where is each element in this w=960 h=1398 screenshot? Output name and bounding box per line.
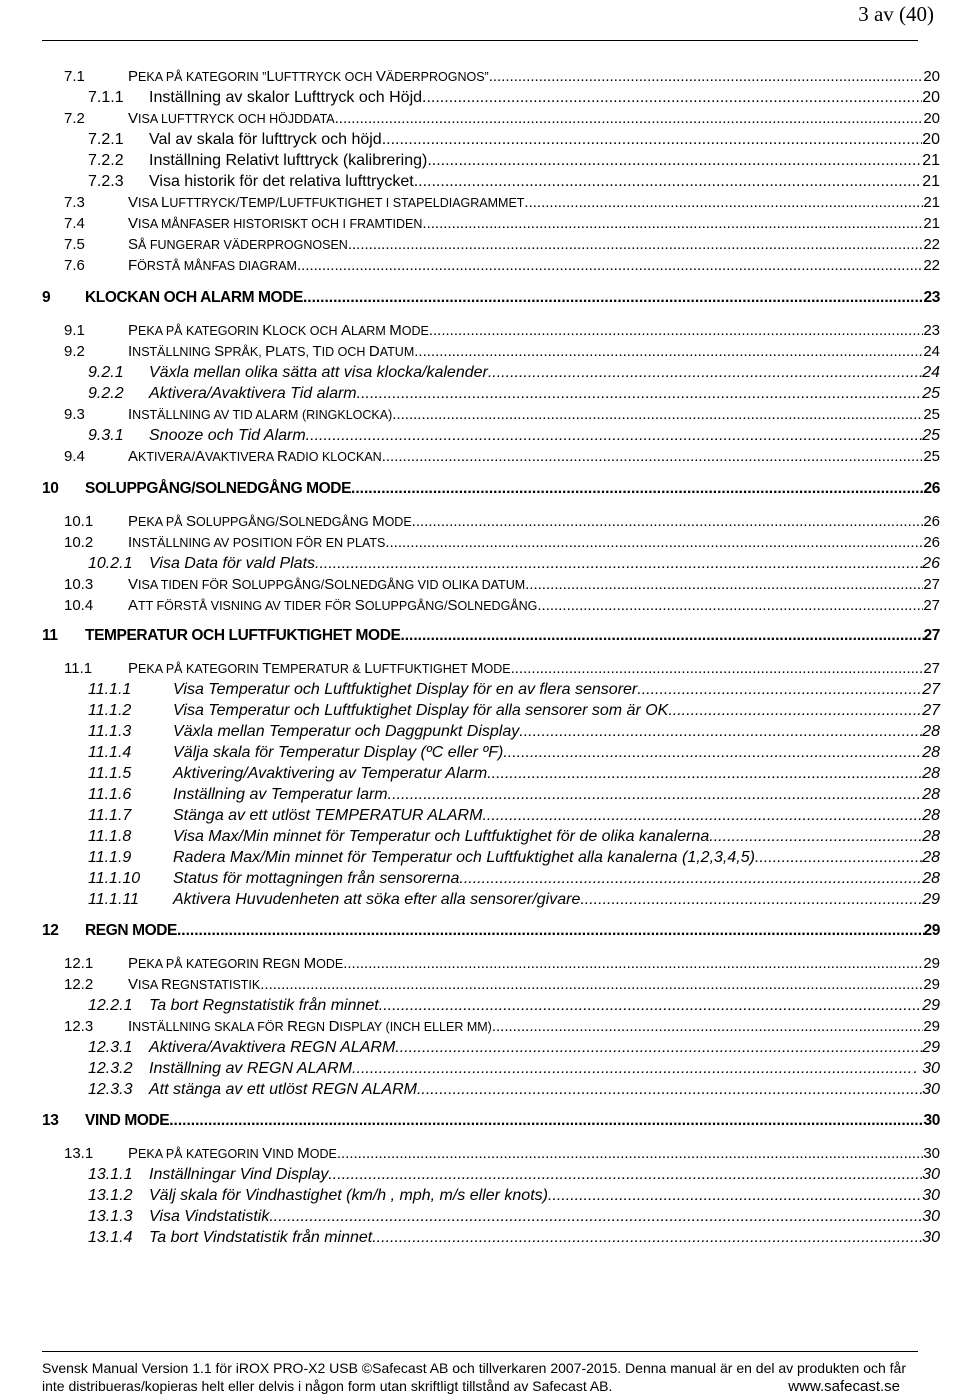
- toc-entry[interactable]: [42, 922, 940, 943]
- toc-entry-title: Aktivera Huvudenheten att söka efter alla sensorer/givare: [173, 891, 581, 908]
- toc-entry-page: 23: [923, 289, 940, 306]
- toc-entry-title: SÅ FUNGERAR VÄDERPROGNOSEN: [128, 236, 348, 253]
- toc-entry-number: 7.2.1: [88, 131, 124, 148]
- toc-entry-number: 12.3: [64, 1018, 94, 1035]
- toc-entry-title: Inställningar Vind Display: [149, 1166, 329, 1183]
- toc-entry-page: 28: [922, 786, 940, 803]
- toc-leader-dots: [427, 152, 922, 170]
- toc-entry-page: 27: [923, 576, 940, 593]
- toc-entry[interactable]: [88, 131, 940, 152]
- toc-entry-title: Välj skala för Vindhastighet (km/h , mph, m/s eller knots): [149, 1187, 548, 1204]
- toc-entry-number: 10.4: [64, 597, 94, 614]
- toc-entry-page: 25: [922, 385, 940, 402]
- toc-entry-title: VISA MÅNFASER HISTORISKT OCH I FRAMTIDEN: [128, 215, 423, 232]
- toc-entry-page: 30: [922, 1229, 940, 1246]
- toc-entry-title: PEKA PÅ KATEGORIN VIND MODE: [128, 1145, 337, 1162]
- toc-entry-page: 25: [922, 427, 940, 444]
- toc-entry[interactable]: [88, 1060, 940, 1081]
- toc-leader-dots: [487, 765, 922, 783]
- toc-leader-dots: [169, 1112, 923, 1130]
- toc-entry-number: 11.1.6: [88, 786, 132, 803]
- toc-entry-title: Visa Temperatur och Luftfuktighet Display för alla sensorer som är OK: [173, 702, 669, 719]
- toc-leader-dots: [412, 513, 924, 530]
- toc-entry[interactable]: [88, 1229, 940, 1250]
- toc-entry-page: 29: [923, 976, 940, 993]
- toc-entry-title: PEKA PÅ KATEGORIN TEMPERATUR & LUFTFUKTIGHET MODE: [128, 660, 511, 677]
- toc-entry-number: 12.3.1: [88, 1039, 133, 1056]
- toc-leader-dots: [337, 1145, 924, 1162]
- toc-entry-title: AKTIVERA/AVAKTIVERA RADIO KLOCKAN: [128, 448, 382, 465]
- toc-entry-title: INSTÄLLNING SPRÅK, PLATS, TID OCH DATUM: [128, 343, 415, 360]
- toc-entry[interactable]: [88, 786, 940, 807]
- toc-entry-number: 11.1.3: [88, 723, 132, 740]
- toc-entry-page: 29: [923, 922, 940, 939]
- toc-entry[interactable]: [64, 597, 940, 618]
- toc-entry-title: TEMPERATUR OCH LUFTFUKTIGHET MODE: [85, 627, 401, 644]
- toc-entry-title: Inställning av Temperatur larm: [173, 786, 388, 803]
- toc-entry-number: 10.2: [64, 534, 94, 551]
- toc-entry-title: Radera Max/Min minnet för Temperatur och Luftfuktighet alla kanalerna (1,2,3,4,5).: [173, 849, 760, 866]
- toc-entry[interactable]: [42, 289, 940, 310]
- toc-leader-dots: [352, 1060, 913, 1078]
- toc-leader-dots: [372, 1229, 922, 1247]
- toc-entry-number: 13.1.1: [88, 1166, 133, 1183]
- toc-leader-dots: [379, 997, 922, 1015]
- toc-leader-dots: [422, 89, 922, 107]
- toc-entry-number: 7.5: [64, 236, 85, 253]
- toc-entry-title: Visa historik för det relativa lufttrycket: [149, 173, 414, 190]
- toc-entry[interactable]: [88, 807, 940, 828]
- toc-entry-number: 7.4: [64, 215, 85, 232]
- toc-leader-dots: [511, 660, 924, 677]
- toc-entry-page: 29: [922, 891, 940, 908]
- toc-entry-title: Visa Temperatur och Luftfuktighet Display för en av flera sensorer: [173, 681, 638, 698]
- toc-leader-dots: [348, 236, 923, 253]
- toc-leader-dots: [303, 289, 924, 307]
- toc-entry-page: 24: [922, 364, 940, 381]
- toc-entry-page: 29: [922, 1039, 940, 1056]
- toc-entry-page: 21: [923, 215, 940, 232]
- toc-entry-page: 28: [922, 828, 940, 845]
- toc-entry-number: 12.2: [64, 976, 94, 993]
- footer-notice: [42, 1378, 940, 1395]
- toc-entry-title: PEKA PÅ KATEGORIN KLOCK OCH ALARM MODE: [128, 322, 429, 339]
- toc-entry-title: Växla mellan Temperatur och Daggpunkt Display: [173, 723, 520, 740]
- toc-entry-number: 13: [42, 1112, 59, 1129]
- toc-entry-page: 27: [923, 660, 940, 677]
- toc-entry-page: 25: [923, 406, 940, 423]
- toc-entry-page: 21: [922, 173, 940, 190]
- toc-entry-page: 30: [922, 1166, 940, 1183]
- toc-entry-number: 7.1.1: [88, 89, 124, 106]
- toc-entry[interactable]: [64, 343, 940, 364]
- toc-entry-page: 27: [923, 597, 940, 614]
- toc-entry-number: 13.1.2: [88, 1187, 133, 1204]
- toc-entry-page: 26: [923, 534, 940, 551]
- toc-leader-dots: [503, 744, 922, 762]
- toc-entry-number: 11.1: [64, 660, 93, 677]
- toc-entry[interactable]: [88, 89, 940, 110]
- page-number: 3 av (40): [858, 2, 934, 26]
- toc-entry-page: 20: [922, 131, 940, 148]
- toc-entry[interactable]: [88, 427, 940, 448]
- toc-entry-page: 30: [922, 1081, 940, 1098]
- toc-entry-title: Aktivera/Avaktivera REGN ALARM: [149, 1039, 396, 1056]
- toc-entry-title: PEKA PÅ KATEGORIN ”LUFTTRYCK OCH VÄDERPROGNOS”: [128, 68, 489, 85]
- toc-leader-dots: [351, 480, 924, 498]
- toc-entry[interactable]: [64, 1018, 940, 1039]
- toc-entry-number: 11.1.9: [88, 849, 132, 866]
- toc-leader-dots: [524, 194, 923, 211]
- toc-entry[interactable]: [88, 1208, 940, 1229]
- toc-leader-dots: [392, 406, 923, 423]
- toc-entry-title: REGN MODE: [85, 922, 177, 939]
- toc-leader-dots: [260, 976, 923, 993]
- toc-entry-page: 26: [923, 513, 940, 530]
- toc-leader-dots: [482, 807, 922, 825]
- toc-entry-number: 13.1.3: [88, 1208, 133, 1225]
- toc-leader-dots: [328, 1166, 922, 1184]
- toc-entry-title: Visa Data för vald Plats: [149, 555, 316, 572]
- toc-entry-number: 9.4: [64, 448, 85, 465]
- toc-entry-page: 30: [922, 1187, 940, 1204]
- toc-leader-dots: [580, 891, 922, 909]
- toc-entry[interactable]: [64, 448, 940, 469]
- toc-leader-dots: [422, 215, 923, 232]
- toc-entry-page: 28: [922, 870, 940, 887]
- footer-copyright: Svensk Manual Version 1.1 för iROX PRO-X2 USB ©Safecast AB och tillverkaren 2007-2015. Denna manual är en del av produkten och får: [42, 1360, 907, 1376]
- toc-entry-title: Ta bort Regnstatistik från minnet: [149, 997, 379, 1014]
- toc-leader-dots: [414, 173, 923, 191]
- toc-entry-title: Inställning av skalor Lufttryck och Höjd: [149, 89, 423, 106]
- toc-entry-number: 12.3.3: [88, 1081, 133, 1098]
- toc-entry[interactable]: [64, 976, 940, 997]
- toc-entry-page: 30: [923, 1145, 940, 1162]
- toc-entry[interactable]: [88, 1081, 940, 1102]
- toc-leader-dots: [492, 1018, 923, 1035]
- toc-entry[interactable]: [88, 891, 940, 912]
- toc-entry-number: 9.1: [64, 322, 85, 339]
- toc-entry[interactable]: [88, 173, 940, 194]
- toc-entry-title: FÖRSTÅ MÅNFAS DIAGRAM: [128, 257, 297, 274]
- toc-entry-title: Att stänga av ett utlöst REGN ALARM: [149, 1081, 417, 1098]
- toc-entry-page: 29: [923, 955, 940, 972]
- toc-entry-number: 11.1.10: [88, 870, 141, 887]
- toc-entry-number: 10: [42, 480, 59, 497]
- toc-entry-number: 9.2.2: [88, 385, 124, 402]
- toc-entry[interactable]: [88, 849, 940, 870]
- toc-entry-page: 26: [922, 555, 940, 572]
- toc-leader-dots: [382, 448, 924, 465]
- toc-leader-dots: [385, 534, 923, 551]
- toc-entry-title: Stänga av ett utlöst TEMPERATUR ALARM: [173, 807, 483, 824]
- toc-leader-dots: [548, 1187, 922, 1205]
- toc-entry-page: 25: [923, 448, 940, 465]
- toc-entry[interactable]: [64, 257, 940, 278]
- toc-leader-dots: [306, 427, 923, 445]
- toc-leader-dots: [414, 343, 923, 360]
- toc-entry-title: KLOCKAN OCH ALARM MODE: [85, 289, 303, 306]
- toc-entry-page: 29: [923, 1018, 940, 1035]
- toc-entry[interactable]: [88, 744, 940, 765]
- toc-entry-title: ATT FÖRSTÅ VISNING AV TIDER FÖR SOLUPPGÅNG/SOLNEDGÅNG: [128, 597, 538, 614]
- toc-leader-dots: [537, 597, 923, 614]
- toc-leader-dots: [382, 131, 923, 149]
- footer-distribution-text: inte distribueras/kopieras helt eller delvis i någon form utan skriftligt tillstånd av Safecast AB.: [42, 1378, 613, 1394]
- toc-leader-dots: [335, 110, 924, 127]
- toc-entry[interactable]: [64, 194, 940, 215]
- toc-entry-number: 11.1.5: [88, 765, 132, 782]
- toc-entry-page: 28: [922, 744, 940, 761]
- toc-entry-page: 21: [922, 152, 940, 169]
- toc-entry-title: Status för mottagningen från sensorerna: [173, 870, 460, 887]
- toc-entry-title: PEKA PÅ SOLUPPGÅNG/SOLNEDGÅNG MODE: [128, 513, 412, 530]
- toc-entry-number: 11.1.11: [88, 891, 140, 908]
- toc-leader-dots: [297, 257, 923, 274]
- toc-leader-dots: [489, 68, 924, 85]
- toc-entry[interactable]: [64, 576, 940, 597]
- toc-entry[interactable]: [88, 1187, 940, 1208]
- toc-entry-number: 12: [42, 922, 59, 939]
- toc-entry[interactable]: [64, 955, 940, 976]
- toc-entry[interactable]: [88, 1039, 940, 1060]
- toc-entry-number: 11.1.7: [88, 807, 132, 824]
- toc-entry-number: 12.3.2: [88, 1060, 133, 1077]
- toc-leader-dots: [519, 723, 922, 741]
- toc-entry-page: 20: [923, 68, 940, 85]
- toc-entry-number: 10.2.1: [88, 555, 133, 572]
- toc-entry[interactable]: [42, 1112, 940, 1133]
- toc-entry-number: 10.3: [64, 576, 94, 593]
- toc-leader-dots: [400, 627, 923, 645]
- toc-entry-title: Aktivera/Avaktivera Tid alarm: [149, 385, 357, 402]
- toc-entry-number: 7.2.3: [88, 173, 124, 190]
- toc-leader-dots: [668, 702, 922, 720]
- toc-leader-dots: [388, 786, 923, 804]
- toc-entry-number: 11: [42, 627, 58, 644]
- toc-entry-page: 27: [922, 702, 940, 719]
- toc-entry-number: 9: [42, 289, 51, 306]
- toc-leader-dots: [343, 955, 923, 972]
- toc-entry-number: 9.3: [64, 406, 85, 423]
- toc-entry[interactable]: [64, 215, 940, 236]
- toc-entry-number: 12.1: [64, 955, 94, 972]
- toc-entry[interactable]: [88, 1166, 940, 1187]
- toc-entry-page: 21: [923, 194, 940, 211]
- toc-entry-title: Visa Vindstatistik: [149, 1208, 270, 1225]
- toc-entry[interactable]: [88, 364, 940, 385]
- toc-entry-number: 7.2: [64, 110, 85, 127]
- toc-entry-number: 11.1.8: [88, 828, 132, 845]
- toc-leader-dots: [525, 576, 923, 593]
- toc-entry-page: 24: [923, 343, 940, 360]
- toc-entry-number: 9.2: [64, 343, 85, 360]
- toc-entry[interactable]: [64, 110, 940, 131]
- toc-entry-title: INSTÄLLNING SKALA FÖR REGN DISPLAY (INCH ELLER MM): [128, 1018, 492, 1035]
- toc-entry-title: Ta bort Vindstatistik från minnet: [149, 1229, 373, 1246]
- toc-entry-number: 11.1.2: [88, 702, 132, 719]
- toc-leader-dots: [417, 1081, 922, 1099]
- toc-entry-page: 28: [922, 849, 940, 866]
- toc-entry[interactable]: [88, 555, 940, 576]
- toc-entry-title: Val av skala för lufttryck och höjd: [149, 131, 382, 148]
- toc-entry-title: Välja skala för Temperatur Display (ºC eller ºF): [173, 744, 504, 761]
- toc-entry-page: 28: [922, 723, 940, 740]
- toc-entry-number: 7.1: [64, 68, 85, 85]
- toc-entry-title: INSTÄLLNING AV TID ALARM (RINGKLOCKA): [128, 406, 393, 423]
- toc-entry-title: VISA REGNSTATISTIK: [128, 976, 261, 993]
- toc-entry[interactable]: [88, 681, 940, 702]
- toc-entry-title: VIND MODE: [85, 1112, 170, 1129]
- toc-leader-dots: [637, 681, 922, 699]
- toc-leader-dots: [488, 364, 922, 382]
- toc-entry[interactable]: [42, 480, 940, 501]
- toc-entry-page: 30: [922, 1208, 940, 1225]
- toc-entry[interactable]: [64, 322, 940, 343]
- toc-entry[interactable]: [64, 1145, 940, 1166]
- toc-entry-page: 20: [923, 110, 940, 127]
- toc-leader-dots: [759, 849, 922, 867]
- toc-entry[interactable]: [64, 534, 940, 555]
- toc-entry-number: 7.2.2: [88, 152, 124, 169]
- toc-entry-page: . 30: [913, 1060, 940, 1077]
- toc-leader-dots: [429, 322, 923, 339]
- toc-entry-title: INSTÄLLNING AV POSITION FÖR EN PLATS: [128, 534, 386, 551]
- toc-entry[interactable]: [64, 406, 940, 427]
- toc-entry-number: 9.2.1: [88, 364, 124, 381]
- toc-entry-page: 20: [922, 89, 940, 106]
- toc-entry-title: VISA TIDEN FÖR SOLUPPGÅNG/SOLNEDGÅNG VID OLIKA DATUM: [128, 576, 526, 593]
- toc-entry-number: 9.3.1: [88, 427, 124, 444]
- toc-entry[interactable]: [88, 152, 940, 173]
- toc-leader-dots: [357, 385, 923, 403]
- toc-entry[interactable]: [88, 828, 940, 849]
- toc-entry-page: 26: [923, 480, 940, 497]
- toc-entry-title: VISA LUFTTRYCK OCH HÖJDDATA: [128, 110, 335, 127]
- toc-entry-page: 29: [922, 997, 940, 1014]
- toc-leader-dots: [315, 555, 922, 573]
- toc-entry-page: 28: [922, 807, 940, 824]
- toc-entry-title: PEKA PÅ KATEGORIN REGN MODE: [128, 955, 344, 972]
- toc-entry[interactable]: [88, 765, 940, 786]
- toc-entry-page: 28: [922, 765, 940, 782]
- toc-entry[interactable]: [42, 627, 940, 648]
- toc-entry-title: Snooze och Tid Alarm: [149, 427, 306, 444]
- toc-entry-number: 10.1: [64, 513, 94, 530]
- toc-entry-number: 7.6: [64, 257, 85, 274]
- toc-entry[interactable]: [88, 385, 940, 406]
- toc-entry-title: SOLUPPGÅNG/SOLNEDGÅNG MODE: [85, 480, 352, 497]
- toc-leader-dots: [269, 1208, 922, 1226]
- toc-entry[interactable]: [64, 68, 940, 89]
- toc-leader-dots: [459, 870, 922, 888]
- toc-entry[interactable]: [64, 513, 940, 534]
- toc-entry-page: 22: [923, 236, 940, 253]
- toc-leader-dots: [709, 828, 922, 846]
- toc-entry-number: 7.3: [64, 194, 85, 211]
- toc-entry-page: 27: [922, 681, 940, 698]
- toc-entry-number: 11.1.4: [88, 744, 132, 761]
- toc-entry[interactable]: [64, 660, 940, 681]
- toc-entry[interactable]: [88, 702, 940, 723]
- toc-entry-title: Inställning Relativt lufttryck (kalibrering): [149, 152, 428, 169]
- toc-leader-dots: [395, 1039, 922, 1057]
- toc-entry-page: 27: [923, 627, 940, 644]
- toc-entry-title: VISA LUFTTRYCK/TEMP/LUFTFUKTIGHET I STAPELDIAGRAMMET: [128, 194, 525, 211]
- footer-rule: [42, 1351, 918, 1352]
- toc-entry-page: 23: [923, 322, 940, 339]
- toc-entry[interactable]: [88, 997, 940, 1018]
- toc-leader-dots: [177, 922, 924, 940]
- toc-entry-title: Visa Max/Min minnet för Temperatur och Luftfuktighet för de olika kanalerna: [173, 828, 710, 845]
- toc-entry[interactable]: [64, 236, 940, 257]
- toc-entry-number: 13.1.4: [88, 1229, 133, 1246]
- toc-entry-page: 30: [923, 1112, 940, 1129]
- toc-entry-number: 12.2.1: [88, 997, 133, 1014]
- footer-website-link[interactable]: www.safecast.se: [788, 1378, 900, 1395]
- toc-entry-number: 11.1.1: [88, 681, 132, 698]
- toc-entry-title: Växla mellan olika sätta att visa klocka/kalender: [149, 364, 488, 381]
- toc-entry-number: 13.1: [64, 1145, 94, 1162]
- toc-entry[interactable]: [88, 870, 940, 891]
- toc-entry[interactable]: [88, 723, 940, 744]
- toc-entry-title: Inställning av REGN ALARM: [149, 1060, 353, 1077]
- toc-entry-page: 22: [923, 257, 940, 274]
- toc-entry-title: Aktivering/Avaktivering av Temperatur Alarm: [173, 765, 488, 782]
